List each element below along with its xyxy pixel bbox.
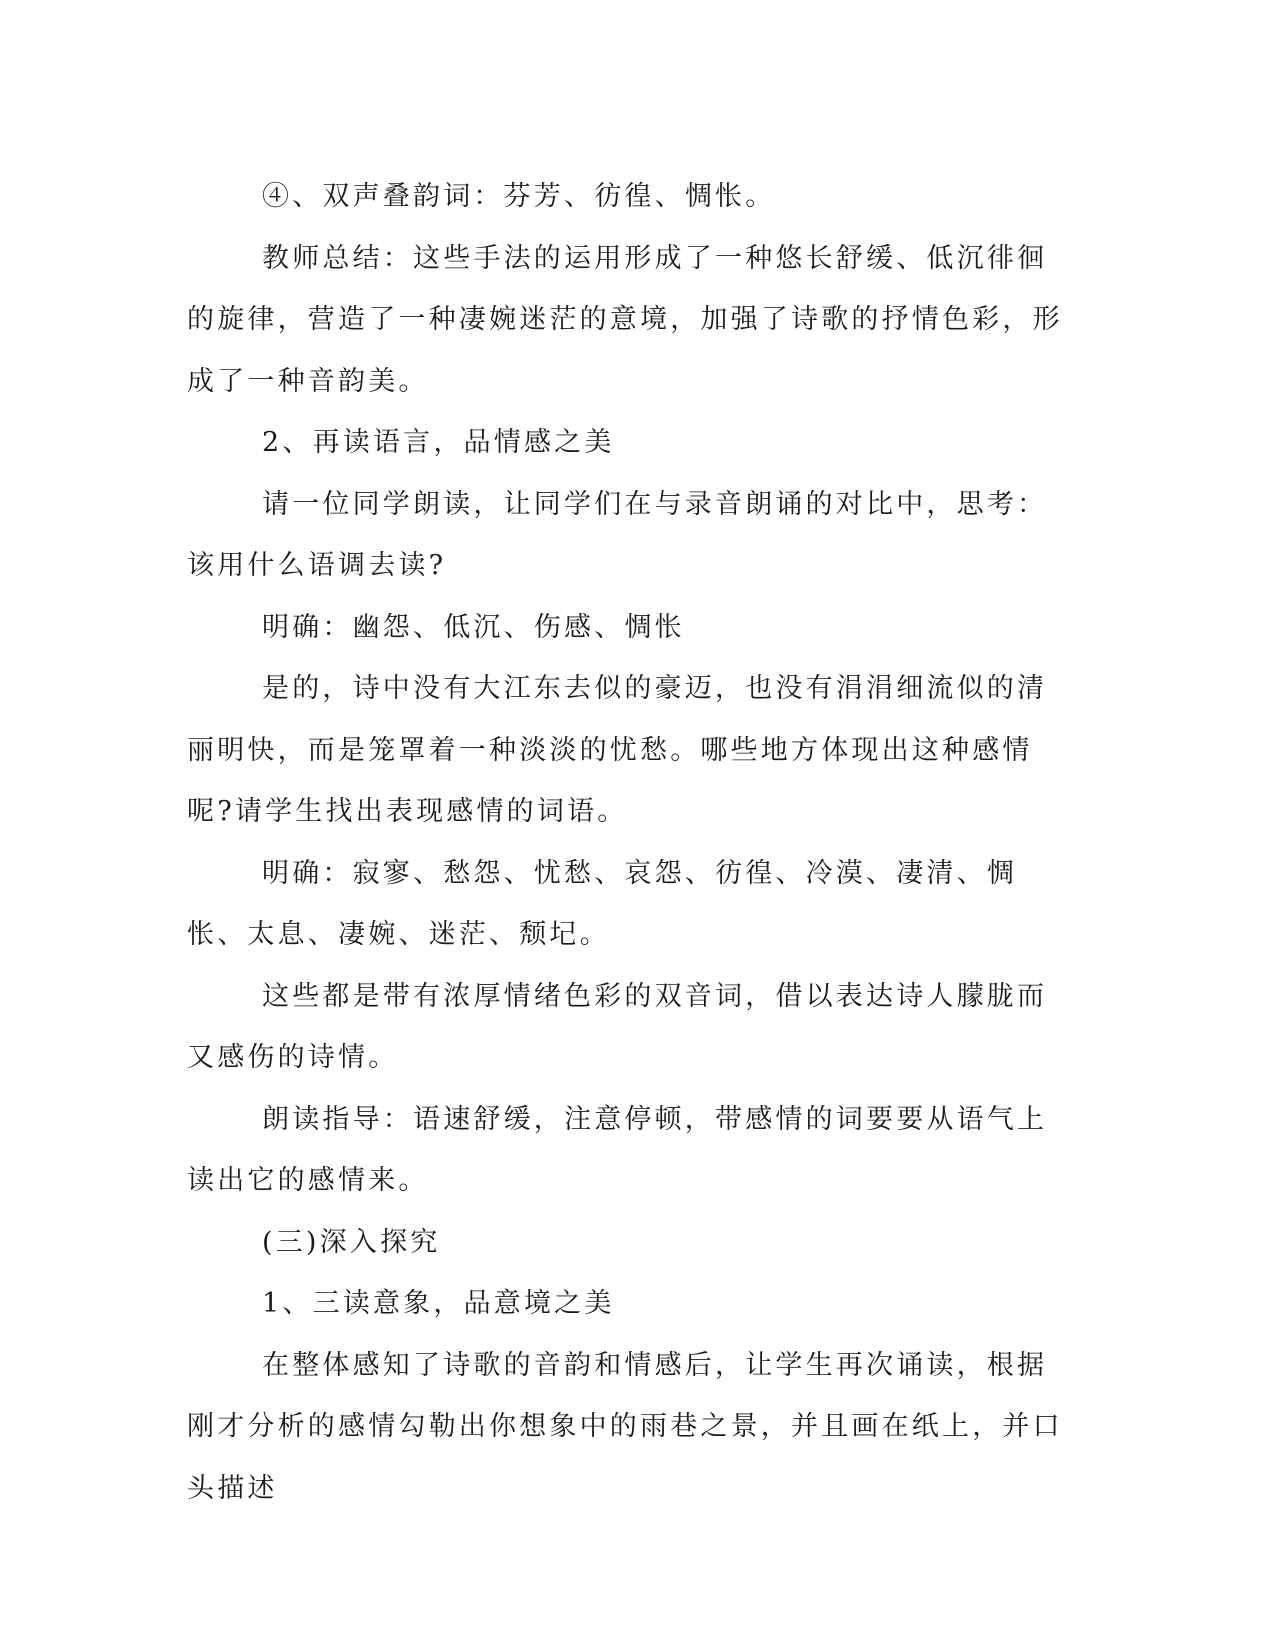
paragraph-emotion-words: 明确：寂寥、愁怨、忧愁、哀怨、彷徨、冷漠、凄清、惆怅、太息、凄婉、迷茫、颓圮。 bbox=[187, 857, 1017, 950]
paragraph-imagery-task: 在整体感知了诗歌的音韵和情感后，让学生再次诵读，根据刚才分析的感情勾勒出你想象中的雨巷之景，并且画在纸上，并口头描述 bbox=[187, 1349, 1063, 1504]
paragraph-teacher-summary: 教师总结：这些手法的运用形成了一种悠长舒缓、低沉徘徊的旋律，营造了一种凄婉迷茫的意境，加强了诗歌的抒情色彩，形成了一种音韵美。 bbox=[187, 242, 1063, 397]
paragraph-disyllabic-words: 这些都是带有浓厚情绪色彩的双音词，借以表达诗人朦胧而又感伤的诗情。 bbox=[187, 980, 1048, 1073]
paragraph-section-deep-inquiry: (三)深入探究 bbox=[262, 1226, 441, 1258]
paragraph-double-rhyme-words: ④、双声叠韵词：芬芳、彷徨、惆怅。 bbox=[262, 181, 776, 212]
paragraph-student-reading: 请一位同学朗读，让同学们在与录音朗诵的对比中，思考：该用什么语调去读? bbox=[187, 488, 1048, 581]
paragraph-section-reread-language: 2、再读语言，品情感之美 bbox=[262, 427, 615, 458]
paragraph-tone-answer: 明确：幽怨、低沉、伤感、惆怅 bbox=[262, 611, 685, 643]
document-body bbox=[187, 166, 1067, 1519]
paragraph-section-imagery: 1、三读意象，品意境之美 bbox=[262, 1288, 615, 1319]
paragraph-poem-mood: 是的，诗中没有大江东去似的豪迈，也没有涓涓细流似的清丽明快，而是笼罩着一种淡淡的忧愁。哪些地方体现出这种感情呢?请学生找出表现感情的词语。 bbox=[187, 673, 1048, 827]
paragraph-reading-guidance: 朗读指导：语速舒缓，注意停顿，带感情的词要要从语气上读出它的感情来。 bbox=[187, 1103, 1048, 1196]
